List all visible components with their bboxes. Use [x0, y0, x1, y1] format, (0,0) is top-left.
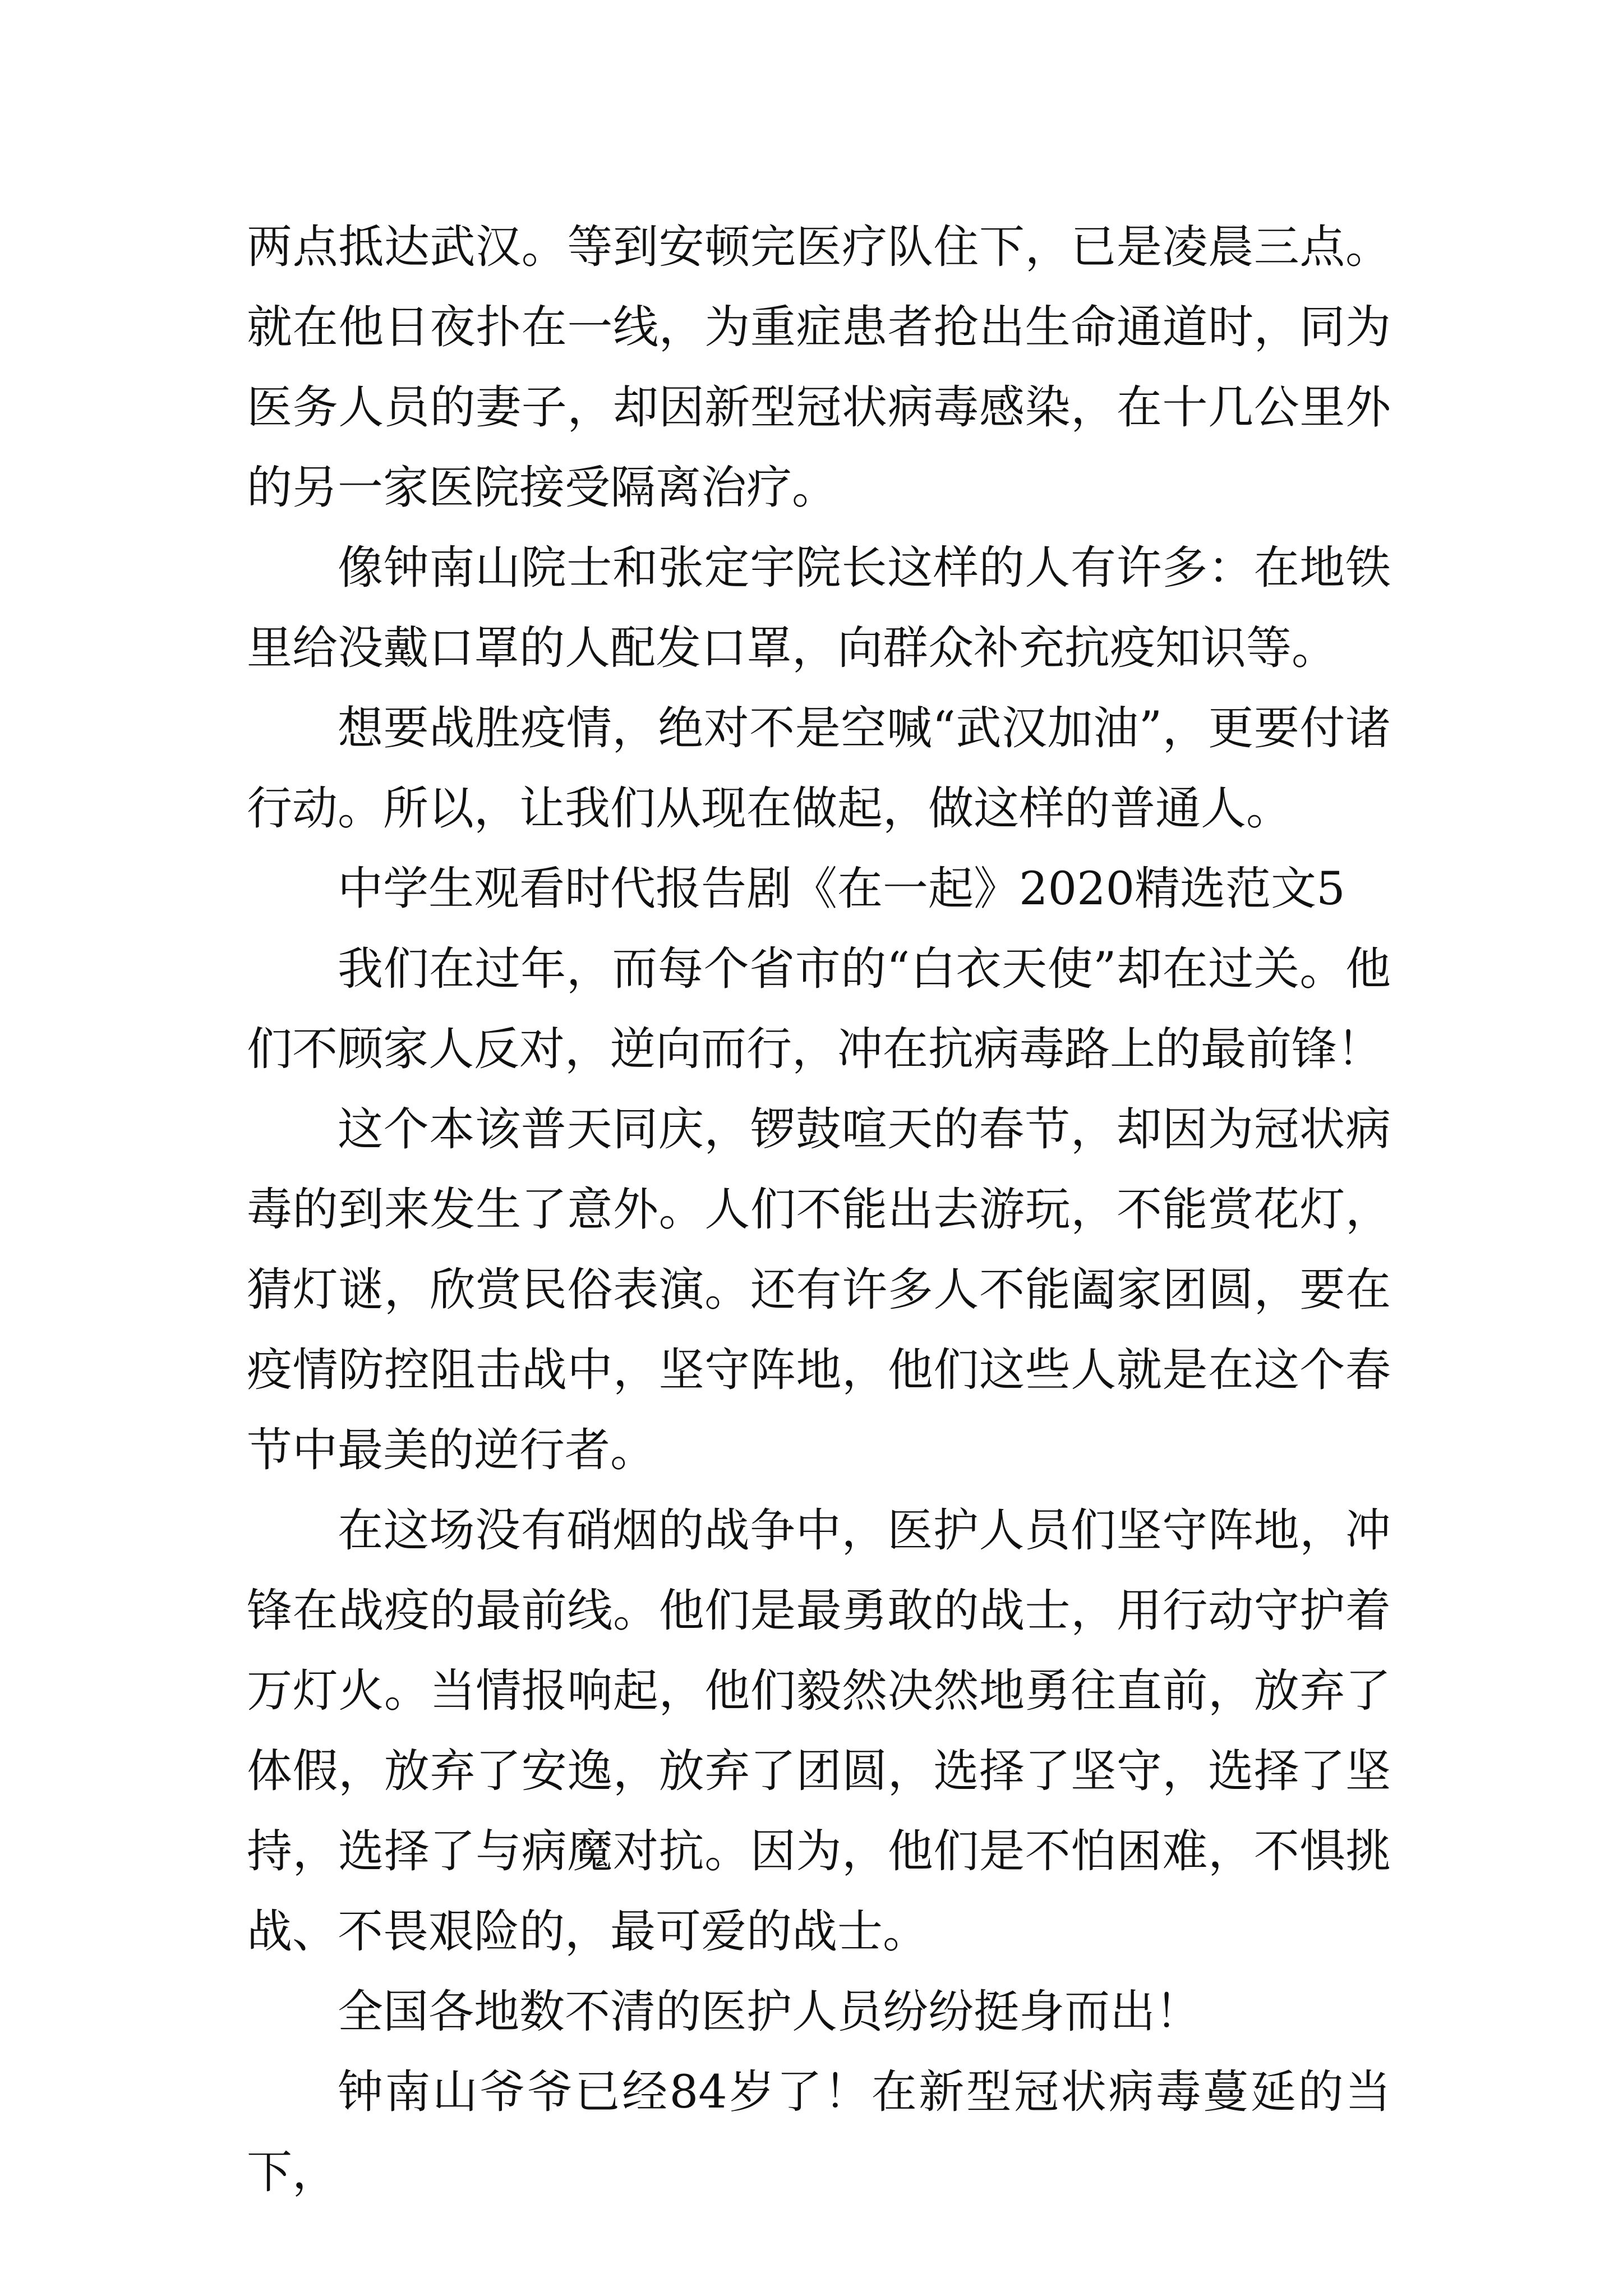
paragraph: 想要战胜疫情，绝对不是空喊“武汉加油”，更要付诸行动。所以，让我们从现在做起，做这样的普通人。: [247, 702, 1391, 835]
paragraph: 全国各地数不清的医护人员纷纷挺身而出！: [338, 1986, 1201, 2039]
paragraph: 钟南山爷爷已经84岁了！在新型冠状病毒蔓延的当下，: [247, 2066, 1391, 2199]
paragraph: 像钟南山院士和张定宇院长这样的人有许多：在地铁里给没戴口罩的人配发口罩，向群众补充抗疫知识等。: [247, 542, 1391, 675]
document-body: [247, 208, 1391, 2213]
paragraph: 这个本该普天同庆，锣鼓喧天的春节，却因为冠状病毒的到来发生了意外。人们不能出去游玩，不能赏花灯，猜灯谜，欣赏民俗表演。还有许多人不能阖家团圆，要在疫情防控阻击战中，坚守阵地，他们这些人就是在这个春节中最美的逆行者。: [247, 1103, 1391, 1477]
paragraph: 在这场没有硝烟的战争中，医护人员们坚守阵地，冲锋在战疫的最前线。他们是最勇敢的战士，用行动守护着万灯火。当情报响起，他们毅然决然地勇往直前，放弃了体假，放弃了安逸，放弃了团圆，选择了坚守，选择了坚持，选择了与病魔对抗。因为，他们是不怕困难，不惧挑战、不畏艰险的，最可爱的战士。: [247, 1504, 1391, 1958]
section-heading: 中学生观看时代报告剧《在一起》2020精选范文5: [338, 863, 1345, 915]
paragraph: 我们在过年，而每个省市的“白衣天使”却在过关。他们不顾家人反对，逆向而行，冲在抗病毒路上的最前锋！: [247, 943, 1391, 1076]
paragraph-continuation: 两点抵达武汉。等到安顿完医疗队住下，已是凌晨三点。就在他日夜扑在一线，为重症患者抢出生命通道时，同为医务人员的妻子，却因新型冠状病毒感染，在十几公里外的另一家医院接受隔离治疗。: [247, 221, 1391, 514]
